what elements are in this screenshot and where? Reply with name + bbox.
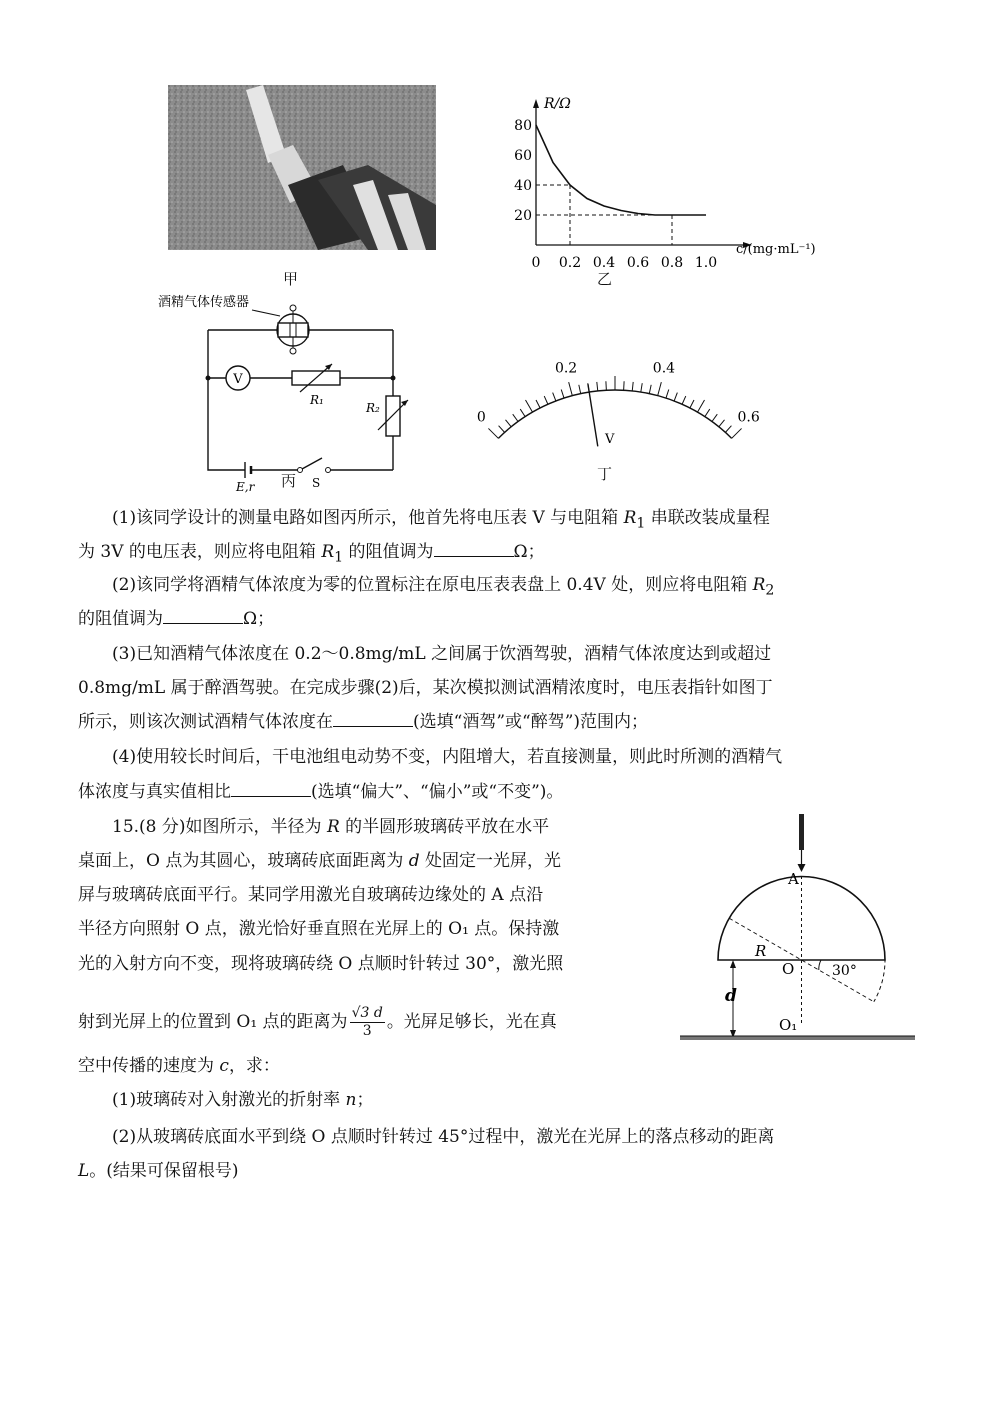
alcohol-sensor [277,305,309,354]
sensor-label: 酒精气体传感器 [158,295,250,310]
q15-l7: 空中传播的速度为 c，求： [78,1056,280,1076]
fraction: $\frac{√3 d}{3}$ [351,1005,383,1039]
svg-text:d: d [725,986,737,1006]
svg-text:V: V [233,372,243,387]
dial-tick [536,400,540,408]
dial-tick [666,390,669,399]
breathalyzer-photo [168,85,436,250]
y-tick-label: 40 [514,178,532,194]
dial-arc [498,390,731,438]
glass-brick-diagram [675,812,920,1044]
q15-l5: 光的入射方向不变，现将玻璃砖绕 O 点顺时针转过 30°，激光照 [78,954,564,974]
resistance-concentration-chart [500,95,830,290]
svg-text:R₂: R₂ [366,401,380,415]
svg-text:A: A [788,870,799,888]
svg-text:O₁: O₁ [779,1016,798,1034]
svg-text:30°: 30° [832,963,857,979]
dial-tick [632,382,633,391]
dial-tick [520,409,525,417]
dial-label: 0.6 [737,409,760,426]
series-line [536,125,706,215]
laser-pointer [799,814,804,850]
q14-p4a: (4)使用较长时间后，干电池组电动势不变，内阻增大，若直接测量，则此时所测的酒精气 [112,747,783,767]
q14-p3b: 0.8mg/mL 属于醉酒驾驶。在完成步骤(2)后，某次模拟测试酒精浓度时，电压表指针如图丁 [78,678,773,698]
q14-p2: (2)该同学将酒精气体浓度为零的位置标注在原电压表表盘上 0.4V 处，则应将电阻箱 $R_2$ [112,575,775,599]
dial-tick [725,426,731,433]
q15-l9: (2)从玻璃砖底面水平到绕 O 点顺时针转过 45°过程中，激光在光屏上的落点移动的距离 [112,1127,775,1147]
dial-tick [569,382,573,396]
dial-tick [505,420,511,427]
q15-l1: 15.(8 分)如图所示，半径为 R 的半圆形玻璃砖平放在水平 [112,817,550,837]
dial-tick [553,393,556,401]
switch-symbol [298,468,303,473]
q15-l3: 屏与玻璃砖底面平行。某同学用激光自玻璃砖边缘处的 A 点沿 [78,885,544,905]
voltmeter-dial [476,345,760,485]
dial-tick [597,382,598,391]
q15-l2: 桌面上，O 点为其圆心，玻璃砖底面距离为 d 处固定一光屏，光 [78,851,562,871]
q15-l10: L。(结果可保留根号) [78,1161,239,1181]
q14-p3a: (3)已知酒精气体浓度在 0.2～0.8mg/mL 之间属于饮酒驾驶，酒精气体浓度达到或超过 [112,644,772,664]
q14-p1b: 为 3V 的电压表，则应将电阻箱 $R_1$ 的阻值调为 Ω； [78,542,545,566]
dial-tick [499,426,505,433]
y-axis-arrow [533,99,539,108]
svg-text:E,r: E,r [236,480,255,494]
y-tick-label: 60 [514,148,532,164]
rotated-glass-outline [729,846,915,1002]
caption-yi: 乙 [597,270,613,288]
dial-tick [732,428,742,438]
x-tick-label: 1.0 [694,255,718,271]
dial-tick [579,385,581,394]
q14-p4b: 体浓度与真实值相比 (选填“偏大”、“偏小”或“不变”)。 [78,782,564,802]
q14-p3c: 所示，则该次测试酒精气体浓度在 (选填“酒驾”或“醉驾”)范围内； [78,712,649,732]
y-tick-label: 80 [514,118,532,134]
q15-l4: 半径方向照射 O 点，激光恰好垂直照在光屏上的 O₁ 点。保持激 [78,919,560,939]
q14-p1: (1)该同学设计的测量电路如图丙所示，他首先将电压表 V 与电阻箱 $R_1$ 串联改装成量程 [112,508,770,532]
y-axis-label: R/Ω [544,96,571,112]
dial-tick [658,382,662,396]
needle-label: V [605,432,615,447]
dial-tick [682,396,686,404]
dial-label: 0.4 [652,360,676,377]
answer-blank-2[interactable] [163,607,243,624]
dial-tick [712,414,717,421]
dial-tick [561,390,564,399]
x-tick-label: 0 [531,255,541,271]
dial-tick [705,409,710,417]
circuit-diagram [150,288,430,494]
dial-tick [719,420,725,427]
dial-tick [526,400,533,412]
caption-bing: 丙 [281,472,297,490]
x-tick-label: 0.8 [660,255,684,271]
dial-tick [698,400,705,412]
caption-ding: 丁 [597,465,613,483]
dial-tick [641,383,642,392]
x-tick-label: 0.2 [558,255,582,271]
dial-tick [544,396,548,404]
x-axis-label: c/(mg·mL⁻¹) [736,242,816,257]
light-screen [680,1036,915,1040]
dial-label: 0 [476,409,486,426]
dial-tick [674,393,677,401]
dial-tick [513,414,518,421]
dial-tick [488,428,498,438]
dial-tick [690,400,694,408]
svg-text:R: R [755,942,767,960]
dial-needle [588,384,598,446]
svg-text:R₁: R₁ [310,393,324,407]
x-tick-label: 0.6 [626,255,650,271]
svg-text:O: O [782,960,795,978]
q15-l6: 射到光屏上的位置到 O₁ 点的距离为 $\frac{√3 d}{3}$ 。光屏足够长，光在真 [78,1005,557,1039]
q14-p2b: 的阻值调为 Ω； [78,609,275,629]
svg-text:S: S [312,476,321,490]
sensor-pointer [252,310,280,316]
y-tick-label: 20 [514,208,532,224]
dial-tick [649,385,651,394]
answer-blank-3[interactable] [333,710,413,727]
dial-label: 0.2 [554,360,578,377]
answer-blank-1[interactable] [434,540,514,557]
caption-jia: 甲 [283,270,299,288]
answer-blank-4[interactable] [231,780,311,797]
q15-l8: (1)玻璃砖对入射激光的折射率 n； [112,1090,374,1110]
x-tick-label: 0.4 [592,255,616,271]
r2-resistor [386,396,400,436]
